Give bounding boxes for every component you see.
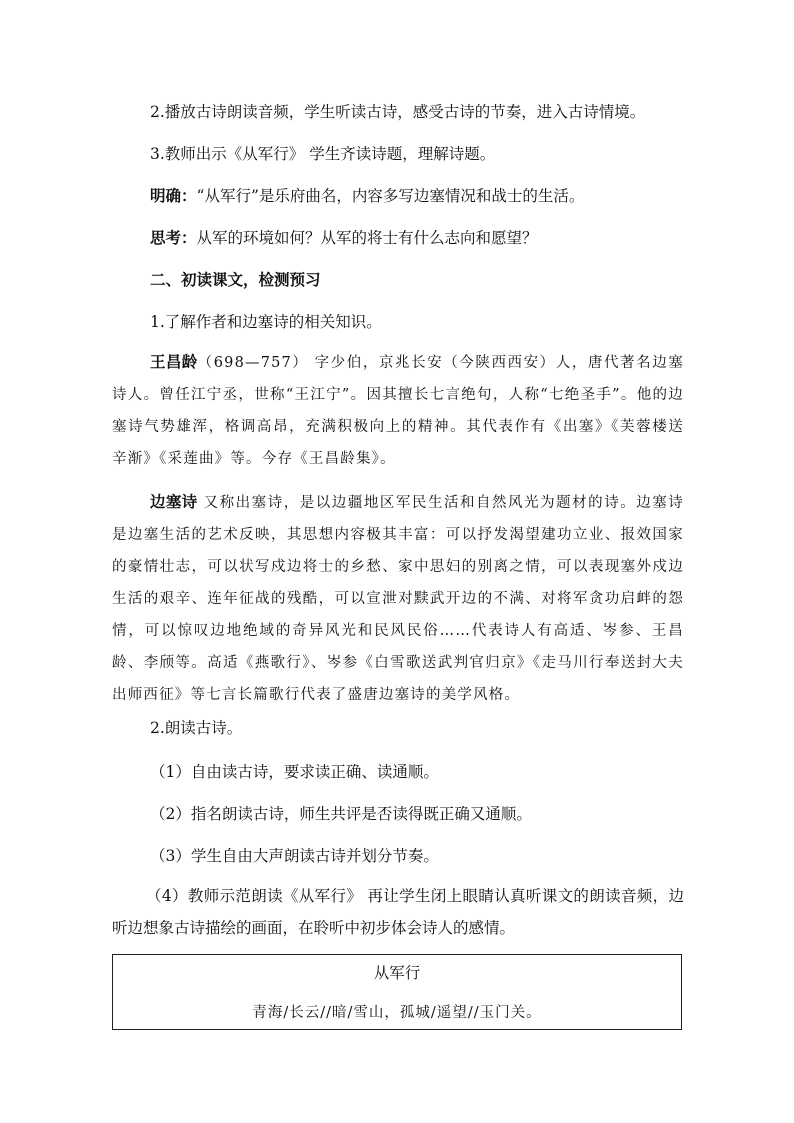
poem-box: [112, 954, 682, 1030]
clarify-text: “从军行”是乐府曲名，内容多写边塞情况和战士的生活。: [196, 187, 585, 205]
reading-sub-4: （4）教师示范朗读《从军行》 再让学生闭上眼睛认真听课文的朗读音频，边听边想象古诗描绘的画面，在聆听中初步体会诗人的感情。: [112, 887, 684, 937]
step-3-text: 3.教师出示《从军行》 学生齐读诗题，理解诗题。: [150, 145, 496, 163]
author-paragraph: [112, 346, 684, 475]
think-paragraph: [150, 228, 538, 248]
poem-line: 青海/长云//暗/雪山，孤城/遥望//玉门关。: [252, 1005, 542, 1021]
reading-sub-3: （3）学生自由大声朗读古诗并划分节奏。: [150, 847, 439, 865]
frontier-body: 又称出塞诗，是以边疆地区军民生活和自然风光为题材的诗。边塞诗是边塞生活的艺术反映，其思想内容极其丰富：可以抒发渴望建功立业、报效国家的豪情壮志，可以状写戍边将士的乡愁、家中思妇的别离之情，可以表现塞外戍边生活的艰辛、连年征战的残酷，可以宣泄对黩武开边的不满、对将军贪功启衅的怨情，可以惊叹边地绝域的奇异风光和民风民俗……代表诗人有高适、岑参、王昌龄、李颀等。高适《燕歌行》、岑参《白雪歌送武判官归京》《走马川行奉送封大夫出师西征》等七言长篇歌行代表了盛唐边塞诗的美学风格。: [112, 495, 684, 703]
item-2-text: 2.朗读古诗。: [150, 719, 243, 737]
reading-sub-2: （2）指名朗读古诗，师生共评是否读得既正确又通顺。: [150, 805, 532, 823]
section-2-heading: 二、初读课文，检测预习: [150, 270, 321, 289]
author-body: （698—757） 字少伯，京兆长安（今陕西西安）人，唐代著名边塞诗人。曾任江宁丞，世称“王江宁”。因其擅长七言绝句，人称“七绝圣手”。他的边塞诗气势雄浑，格调高昂，充满积极向上的精神。其代表作有《出塞》《芙蓉楼送辛渐》《采莲曲》等。今存《王昌龄集》。: [112, 355, 684, 467]
poem-title: 从军行: [373, 964, 421, 982]
author-name: 王昌龄: [150, 352, 198, 371]
think-label: 思考：: [150, 228, 197, 247]
frontier-term: 边塞诗: [150, 492, 198, 511]
frontier-poetry-paragraph: [112, 486, 684, 711]
clarify-paragraph: [150, 186, 584, 206]
step-2-text: 2.播放古诗朗读音频，学生听读古诗，感受古诗的节奏，进入古诗情境。: [150, 103, 646, 121]
clarify-label: 明确：: [150, 186, 197, 205]
reading-sub-1: （1）自由读古诗，要求读正确、读通顺。: [150, 763, 439, 781]
think-text: 从军的环境如何？从军的将士有什么志向和愿望？: [196, 229, 538, 247]
item-1-text: 1.了解作者和边塞诗的相关知识。: [150, 313, 382, 331]
